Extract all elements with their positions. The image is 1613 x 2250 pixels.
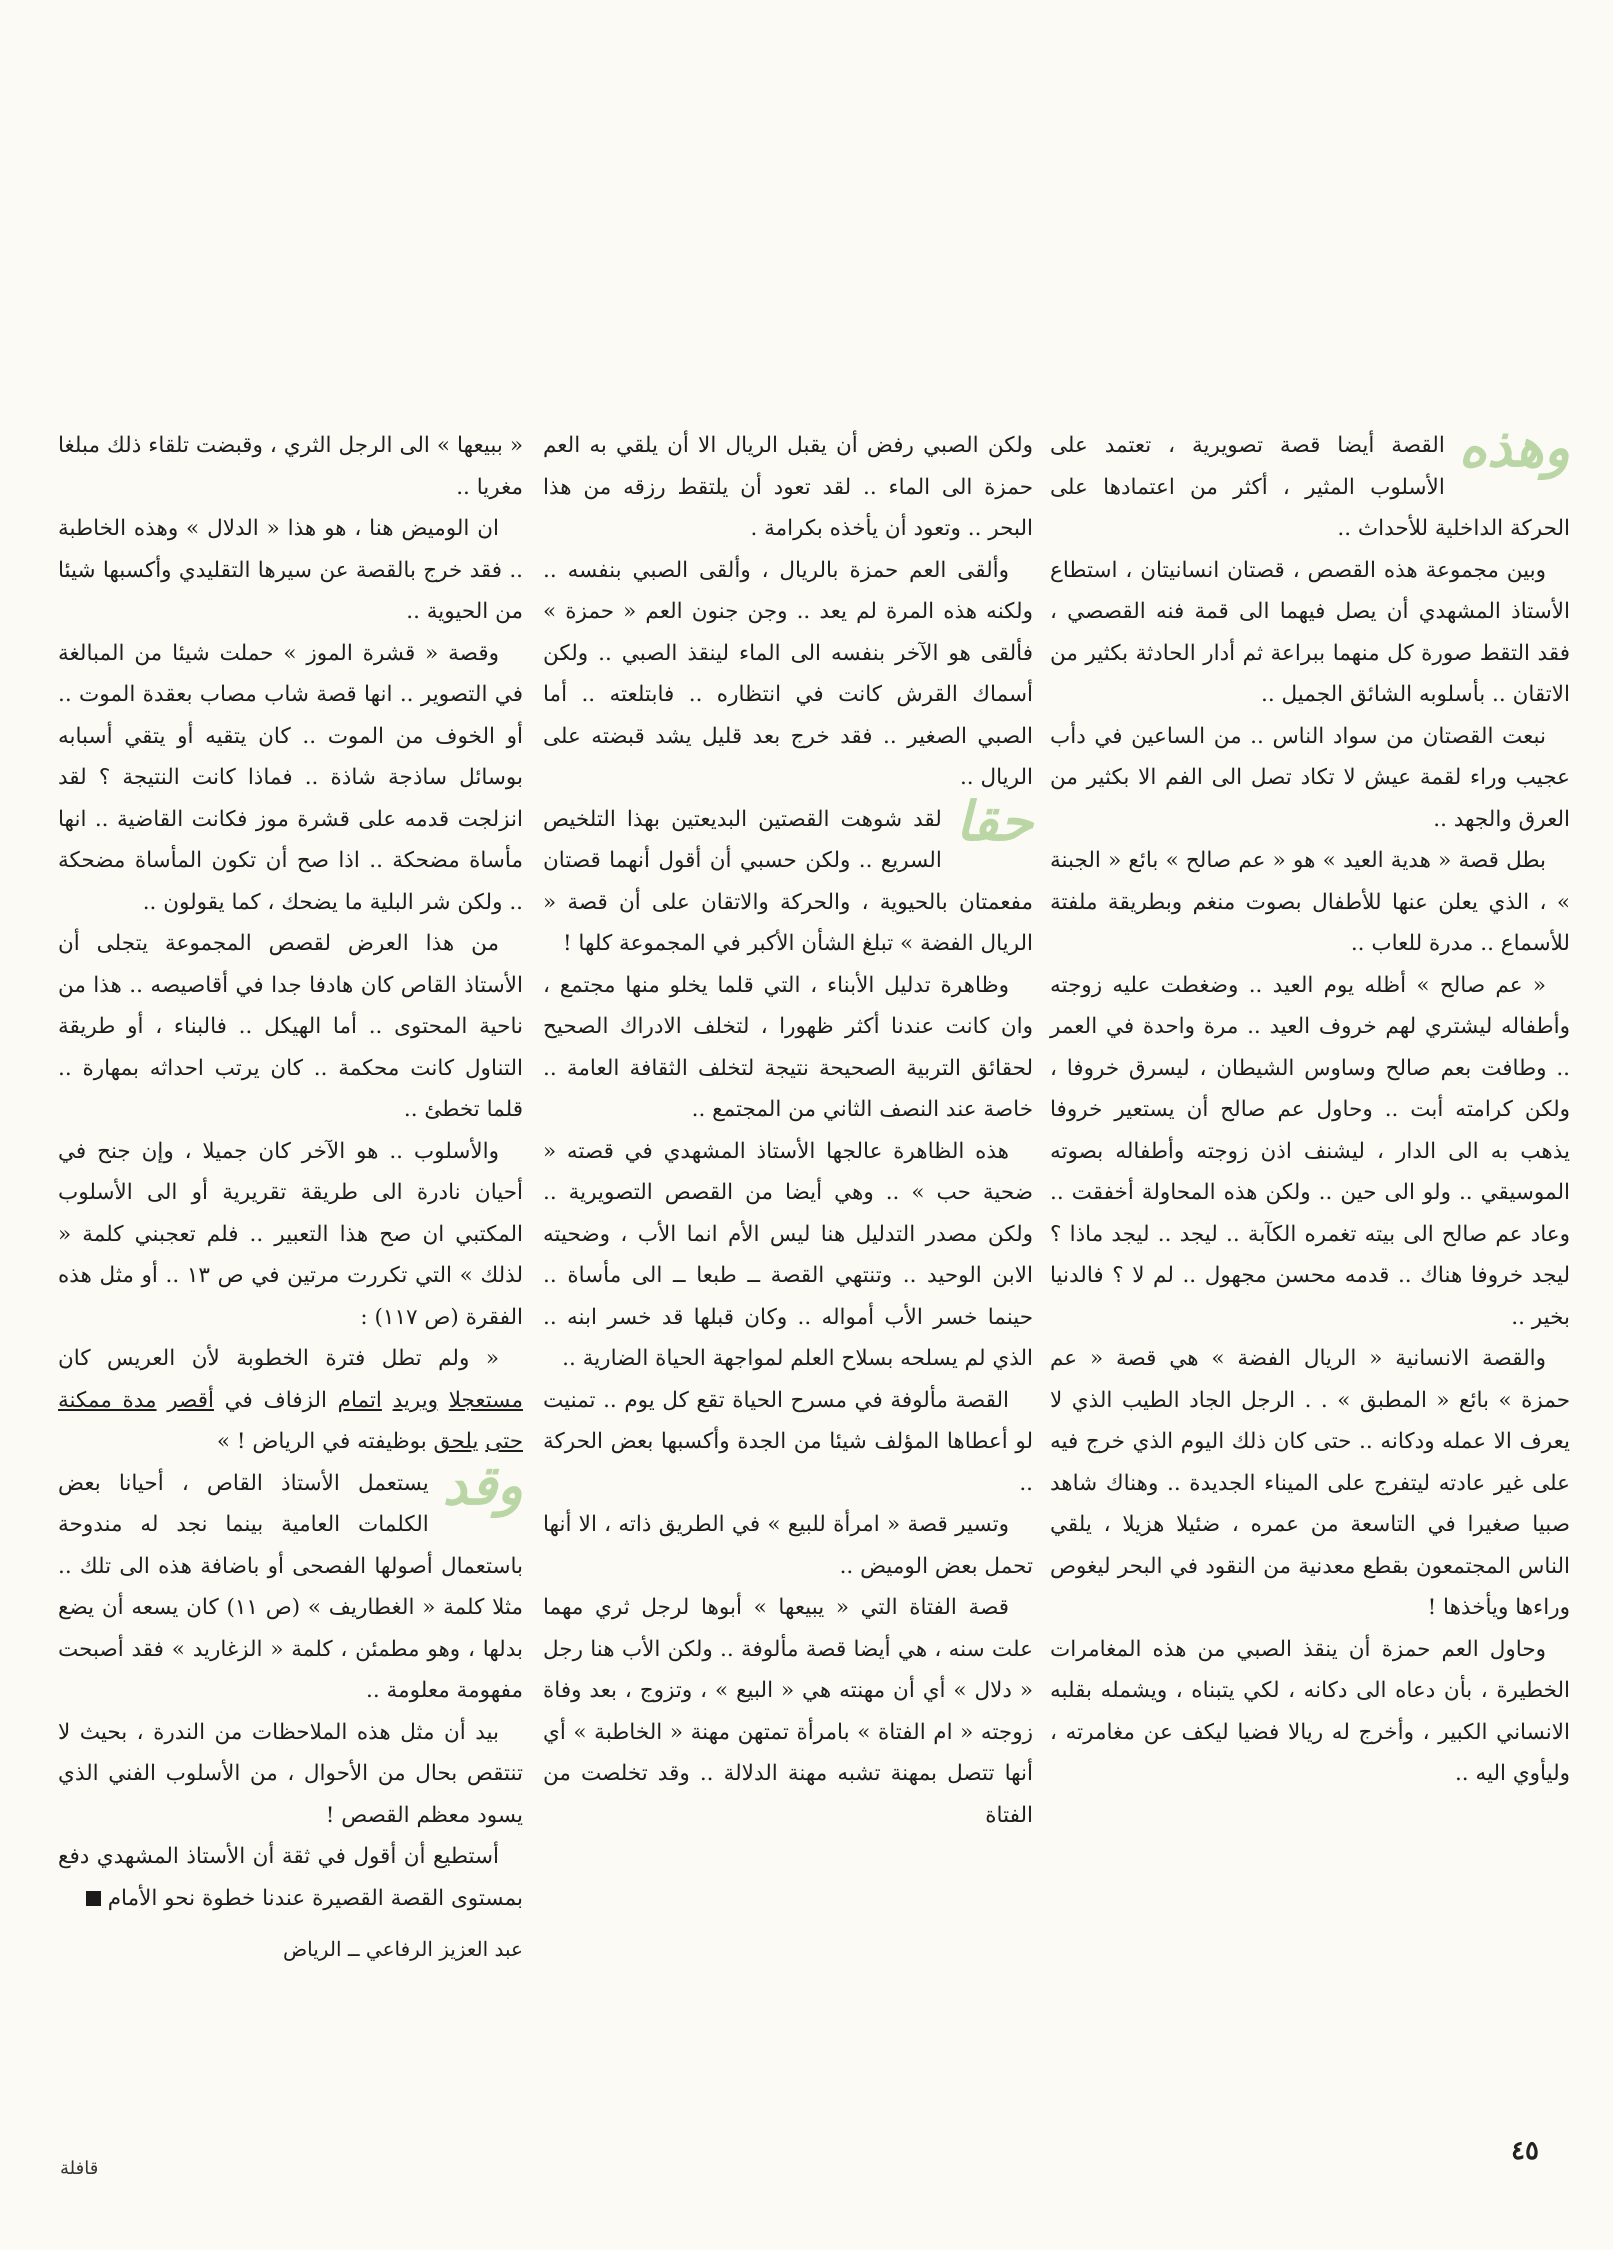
paragraph xyxy=(58,1836,523,1919)
magazine-name: قافلة xyxy=(60,2158,99,2179)
paragraph: وحاول العم حمزة أن ينقذ الصبي من هذه المغامرات الخطيرة ، بأن دعاه الى دكانه ، لكي يتبناه ، ويشمله بقلبه الانساني الكبير ، وأخرج له ريالا فضيا ليكف عن مغامرته ، وليأوي اليه .. xyxy=(1050,1636,1570,1786)
paragraph: يستعمل الأستاذ القاص ، أحيانا بعض الكلمات العامية بينما نجد له مندوحة باستعمال أصولها الفصحى أو باضافة هذه الى تلك .. مثلا كلمة « الغطاريف » (ص ١١) كان يسعه أن يضع بدلها ، وهو مطمئن ، كلمة « الزغاريد » فقد أصبحت مفهومة معلومة .. xyxy=(58,1470,523,1703)
article-column-middle xyxy=(543,425,1033,1836)
underlined-word: أقصر xyxy=(167,1387,214,1413)
paragraph: القصة أيضا قصة تصويرية ، تعتمد على الأسلوب المثير ، أكثر من اعتمادها على الحركة الداخلية للأحداث .. xyxy=(1050,433,1570,541)
paragraph: والأسلوب .. هو الآخر كان جميلا ، وإن جنح في أحيان نادرة الى طريقة تقريرية أو الى الأسلوب المكتبي ان صح هذا التعبير .. فلم تعجبني كلمة « لذلك » التي تكررت مرتين في ص ١٣ .. أو مثل هذه الفقرة (ص ١١٧) : xyxy=(58,1138,523,1330)
underlined-word: يلحق xyxy=(433,1429,479,1454)
underlined-word: مدة ممكنة xyxy=(58,1387,157,1413)
paragraph-text: أستطيع أن أقول في ثقة أن الأستاذ المشهدي دفع بمستوى القصة القصيرة عندنا خطوة نحو الأمام xyxy=(58,1844,523,1911)
paragraph: القصة مألوفة في مسرح الحياة تقع كل يوم .. تمنيت لو أعطاها المؤلف شيئا من الجدة وأكسبها بعض الحركة .. xyxy=(543,1387,1033,1496)
decorative-heading-word: وقد xyxy=(442,1452,523,1517)
underlined-word: حتى xyxy=(485,1429,523,1454)
quote-text: الزفاف في xyxy=(213,1387,338,1413)
quote-text: بوظيفته في الرياض ! » xyxy=(216,1429,434,1454)
paragraph: بطل قصة « هدية العيد » هو « عم صالح » بائع « الجبنة » ، الذي يعلن عنها للأطفال بصوت منغم وبطريقة ملفتة للأسماع .. مدرة للعاب .. xyxy=(1050,848,1570,956)
underlined-word: مستعجلا xyxy=(448,1387,523,1413)
page-number: ٤٥ xyxy=(1511,2136,1539,2166)
paragraph: وتسير قصة « امرأة للبيع » في الطريق ذاته ، الا أنها تحمل بعض الوميض .. xyxy=(543,1512,1033,1579)
paragraph: ولكن الصبي رفض أن يقبل الريال الا أن يلقي به العم حمزة الى الماء .. لقد تعود أن يلتقط رزقه من هذا البحر .. وتعود أن يأخذه بكرامة . xyxy=(543,433,1033,541)
underlined-word: اتمام xyxy=(337,1387,382,1413)
paragraph: هذه الظاهرة عالجها الأستاذ المشهدي في قصته « ضحية حب » .. وهي أيضا من القصص التصويرية .. ولكن مصدر التدليل هنا ليس الأم انما الأب ، وضحيته الابن الوحيد .. وتنتهي القصة ــ طبعا ــ الى مأساة .. حينما خسر الأب أمواله .. وكان قبلها قد خسر ابنه .. الذي لم يسلحه بسلاح العلم لمواجهة الحياة الضارية .. xyxy=(543,1138,1033,1371)
paragraph: لقد شوهت القصتين البديعتين بهذا التلخيص السريع .. ولكن حسبي أن أقول أنهما قصتان مفعمتان بالحيوية ، والحركة والاتقان على أن قصة « الريال الفضة » تبلغ الشأن الأكبر في المجموعة كلها ! xyxy=(543,806,1033,956)
end-of-article-square-icon xyxy=(86,1891,101,1906)
underlined-word: ويريد xyxy=(392,1387,439,1413)
quote-text xyxy=(157,1388,168,1413)
paragraph: وظاهرة تدليل الأبناء ، التي قلما يخلو منها مجتمع ، وان كانت عندنا أكثر ظهورا ، لتخلف الادراك الصحيح لحقائق التربية الصحيحة نتيجة لتخلف الثقافة العامة .. خاصة عند النصف الثاني من المجتمع .. xyxy=(543,972,1033,1122)
article-column-left xyxy=(58,425,523,1971)
paragraph: نبعت القصتان من سواد الناس .. من الساعين في دأب عجيب وراء لقمة عيش لا تكاد تصل الى الفم الا بكثير من العرق والجهد .. xyxy=(1050,723,1570,832)
paragraph: قصة الفتاة التي « يبيعها » أبوها لرجل ثري مهما علت سنه ، هي أيضا قصة مألوفة .. ولكن الأب هنا رجل « دلال » أي أن مهنته هي « البيع » ، وتزوج ، بعد وفاة زوجته « ام الفتاة » بامرأة تمتهن مهنة « الخاطبة » أي أنها تتصل بمهنة تشبه مهنة الدلالة .. وقد تخلصت من الفتاة xyxy=(543,1595,1033,1828)
decorative-heading-word: وهذه xyxy=(1458,415,1570,479)
paragraph: ان الوميض هنا ، هو هذا « الدلال » وهذه الخاطبة .. فقد خرج بالقصة عن سيرها التقليدي وأكسبها شيئا من الحيوية .. xyxy=(58,516,523,624)
paragraph: وقصة « قشرة الموز » حملت شيئا من المبالغة في التصوير .. انها قصة شاب مصاب بعقدة الموت .. أو الخوف من الموت .. كان يتقيه أو يتقي أسبابه بوسائل ساذجة شاذة .. فماذا كانت النتيجة ؟ لقد انزلجت قدمه على قشرة موز فكانت القاضية .. انها مأساة مضحكة .. اذا صح أن تكون المأساة مضحكة .. ولكن شر البلية ما يضحك ، كما يقولون .. xyxy=(58,640,523,915)
paragraph: وبين مجموعة هذه القصص ، قصتان انسانيتان ، استطاع الأستاذ المشهدي أن يصل فيهما الى قمة فنه القصصي ، فقد التقط صورة كل منهما ببراعة ثم أدار الحادثة بكثير من الاتقان .. بأسلوبه الشائق الجميل .. xyxy=(1050,557,1570,707)
decorative-heading-word: حقا xyxy=(955,788,1033,853)
paragraph: « ببيعها » الى الرجل الثري ، وقبضت تلقاء ذلك مبلغا مغريا .. xyxy=(58,433,523,500)
paragraph: بيد أن مثل هذه الملاحظات من الندرة ، بحيث لا تنتقص بحال من الأحوال ، من الأسلوب الفني الذي يسود معظم القصص ! xyxy=(58,1719,523,1828)
paragraph: وألقى العم حمزة بالريال ، وألقى الصبي بنفسه .. ولكنه هذه المرة لم يعد .. وجن جنون العم « حمزة » فألقى هو الآخر بنفسه الى الماء لينقذ الصبي .. ولكن أسماك القرش كانت في انتظاره .. فابتلعته .. أما الصبي الصغير .. فقد خرج بعد قليل يشد قبضته على الريال .. xyxy=(543,557,1033,790)
article-column-right xyxy=(1050,415,1570,1795)
author-signature: عبد العزيز الرفاعي ــ الرياض xyxy=(282,1937,523,1961)
paragraph: « عم صالح » أظله يوم العيد .. وضغطت عليه زوجته وأطفاله ليشتري لهم خروف العيد .. مرة واحدة في العمر .. وطافت بعم صالح وساوس الشيطان ، ليسرق خروفا ، ولكن كرامته أبت .. وحاول عم صالح أن يستعير خروفا يذهب به الى الدار ، ليشنف اذن زوجته وأطفاله بصوته الموسيقي .. ولو الى حين .. ولكن هذه المحاولة أخفقت .. وعاد عم صالح الى بيته تغمره الكآبة .. ليجد .. ليجد ماذا ؟ ليجد خروفا هناك .. قدمه محسن مجهول .. لم لا ؟ فالدنيا بخير .. xyxy=(1050,972,1570,1330)
quote-text: « ولم تطل فترة الخطوبة لأن العريس كان xyxy=(58,1346,499,1371)
quote-text xyxy=(438,1388,449,1413)
quoted-passage xyxy=(58,1338,523,1463)
paragraph: من هذا العرض لقصص المجموعة يتجلى أن الأستاذ القاص كان هادفا جدا في أقاصيصه .. هذا من ناحية المحتوى .. أما الهيكل .. فالبناء ، أو طريقة التناول كانت محكمة .. كان يرتب احداثه بمهارة .. قلما تخطئ .. xyxy=(58,931,523,1122)
paragraph: والقصة الانسانية « الريال الفضة » هي قصة « عم حمزة » بائع « المطبق » . . الرجل الجاد الطيب الذي لا يعرف الا عمله ودكانه .. حتى كان ذلك اليوم الذي خرج فيه على غير عادته ليتفرج على الميناء الجديدة .. وهناك شاهد صبيا صغيرا في التاسعة من عمره ، ضئيلا هزيلا ، يلقي الناس المجتمعون بقطع معدنية من النقود في البحر ليغوص وراءها ويأخذها ! xyxy=(1050,1346,1570,1620)
quote-text xyxy=(382,1388,393,1413)
